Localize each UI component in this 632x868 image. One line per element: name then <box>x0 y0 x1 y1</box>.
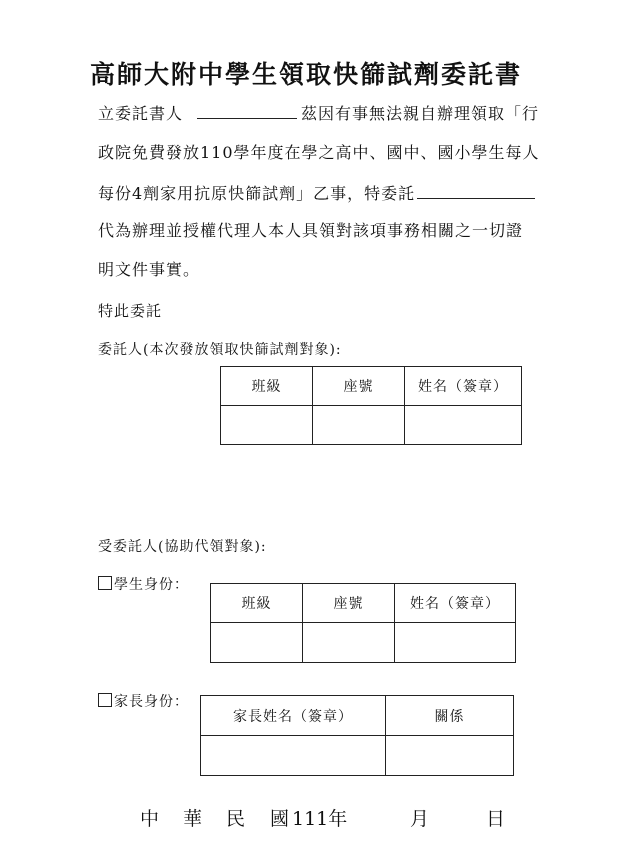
student-header-class: 班級 <box>211 584 303 623</box>
student-checkbox[interactable] <box>98 576 112 590</box>
paragraph-line-1 <box>98 102 539 124</box>
date-hua: 華 <box>183 808 203 830</box>
parent-option-label: 家長身份： <box>114 694 189 710</box>
principal-intro-text: 立委託書人 <box>98 104 184 123</box>
student-name-cell[interactable] <box>395 623 516 663</box>
student-option[interactable] <box>98 574 189 594</box>
principal-table <box>220 366 522 445</box>
reason-text: 茲因有事無法親自辦理領取「行 <box>301 104 540 123</box>
principal-name-cell[interactable] <box>405 406 522 445</box>
parent-agent-table <box>200 695 514 776</box>
principal-header-name: 姓名（簽章） <box>405 367 522 406</box>
parent-name-cell[interactable] <box>201 736 386 776</box>
date-month: 月 <box>410 808 430 830</box>
date-day: 日 <box>486 808 506 830</box>
paragraph-line-2: 政院免費發放110學年度在學之高中、國中、國小學生每人 <box>98 143 540 162</box>
paragraph-line-3 <box>98 182 535 204</box>
student-header-seat: 座號 <box>303 584 395 623</box>
student-header-name: 姓名（簽章） <box>395 584 516 623</box>
student-agent-table <box>210 583 516 663</box>
parent-relation-cell[interactable] <box>386 736 514 776</box>
document-title: 高師大附中學生領取快篩試劑委託書 <box>90 60 523 89</box>
date-year: 111年 <box>292 808 348 830</box>
principal-class-cell[interactable] <box>221 406 313 445</box>
agent-label: 受委託人(協助代領對象): <box>98 539 267 555</box>
special-note: 特此委託 <box>98 302 163 320</box>
date-guo: 國 <box>270 808 290 830</box>
parent-header-name: 家長姓名（簽章） <box>201 696 386 736</box>
principal-header-seat: 座號 <box>313 367 405 406</box>
paragraph-line-4: 代為辦理並授權代理人本人具領對該項事務相關之一切證 <box>98 221 524 240</box>
principal-header-class: 班級 <box>221 367 313 406</box>
parent-option[interactable] <box>98 691 189 711</box>
student-class-cell[interactable] <box>211 623 303 663</box>
paragraph-line-5: 明文件事實。 <box>98 260 201 279</box>
principal-seat-cell[interactable] <box>313 406 405 445</box>
agent-name-blank[interactable] <box>417 182 535 199</box>
entrust-text: 每份4劑家用抗原快篩試劑」乙事，特委託 <box>98 184 416 203</box>
principal-name-blank[interactable] <box>197 102 297 119</box>
student-seat-cell[interactable] <box>303 623 395 663</box>
parent-checkbox[interactable] <box>98 693 112 707</box>
principal-label: 委託人(本次發放領取快篩試劑對象): <box>98 342 342 358</box>
date-zhong: 中 <box>140 808 160 830</box>
parent-header-relation: 關係 <box>386 696 514 736</box>
date-min: 民 <box>226 808 246 830</box>
student-option-label: 學生身份： <box>114 577 189 593</box>
